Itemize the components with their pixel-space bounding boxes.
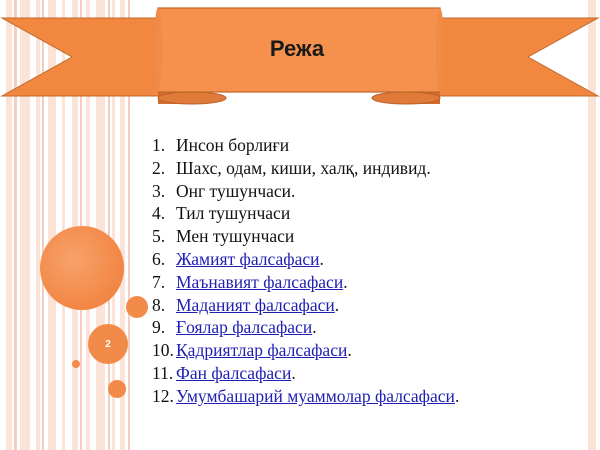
- agenda-item-number: 6.: [152, 248, 166, 269]
- agenda-item: [152, 157, 459, 180]
- agenda-item-text: Тил тушунчаси: [176, 203, 291, 224]
- agenda-item-number: 9.: [152, 317, 166, 338]
- page-number-badge: 2: [88, 324, 128, 364]
- agenda-item-text: Шахс, одам, киши, халқ, индивид.: [176, 157, 431, 178]
- agenda-item: [152, 202, 459, 225]
- agenda-item-link[interactable]: Фан фалсафаси: [176, 362, 292, 383]
- agenda-item-trailing-period: .: [454, 385, 460, 406]
- decor-circle-tiny: [72, 360, 80, 368]
- agenda-item: [152, 180, 459, 203]
- agenda-item-trailing-period: .: [319, 248, 324, 269]
- agenda-item-number: 12.: [152, 385, 174, 406]
- agenda-item-text: Инсон борлиғи: [176, 135, 290, 155]
- agenda-item-link[interactable]: Жамият фалсафаси: [176, 248, 320, 269]
- agenda-item: [152, 362, 459, 385]
- agenda-item-number: 7.: [152, 271, 166, 292]
- slide-title: Режа: [269, 36, 325, 61]
- agenda-item-trailing-period: .: [334, 294, 340, 315]
- agenda-item-number: 11.: [152, 362, 174, 383]
- agenda-item-number: 5.: [152, 226, 166, 247]
- agenda-item-trailing-period: .: [343, 271, 348, 292]
- agenda-list: [152, 134, 459, 408]
- agenda-item: [152, 339, 459, 362]
- decor-circle-small: [108, 380, 126, 398]
- agenda-item-trailing-period: .: [312, 317, 317, 338]
- agenda-item-number: 10.: [152, 340, 174, 361]
- agenda-item-trailing-period: .: [347, 340, 352, 361]
- agenda-item-text: Онг тушунчаси.: [176, 180, 296, 201]
- agenda-item-link[interactable]: Ғоялар фалсафаси: [176, 317, 313, 338]
- agenda-item-number: 1.: [152, 135, 166, 155]
- agenda-item-link[interactable]: Қадриятлар фалсафаси: [176, 340, 348, 361]
- agenda-item-number: 2.: [152, 157, 166, 178]
- agenda-item-number: 8.: [152, 294, 166, 315]
- agenda-item: [152, 225, 459, 248]
- agenda-item: [152, 294, 459, 317]
- agenda-item-link[interactable]: Маданият фалсафаси: [176, 294, 335, 315]
- agenda-item: [152, 134, 459, 157]
- decor-circle-large: [40, 226, 124, 310]
- agenda-item-text: Мен тушунчаси: [176, 226, 295, 247]
- agenda-item-link[interactable]: Маънавият фалсафаси: [176, 271, 344, 292]
- agenda-item-number: 4.: [152, 203, 166, 224]
- agenda-item: [152, 248, 459, 271]
- agenda-item: [152, 385, 459, 408]
- agenda-item-link[interactable]: Умумбашарий муаммолар фалсафаси: [176, 385, 455, 406]
- agenda-item-trailing-period: .: [291, 362, 296, 383]
- decor-circle-medium: [126, 296, 148, 318]
- agenda-item: [152, 271, 459, 294]
- agenda-item: [152, 316, 459, 339]
- agenda-item-number: 3.: [152, 180, 166, 201]
